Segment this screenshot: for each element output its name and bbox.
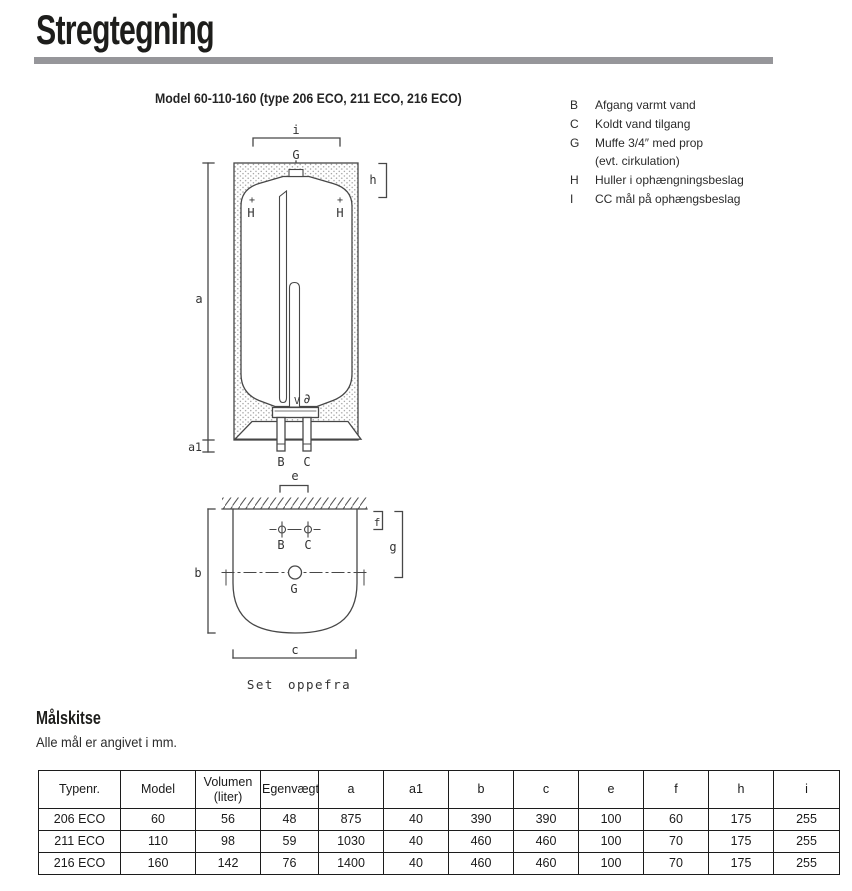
cell: 390: [514, 809, 579, 831]
front-flange: [273, 408, 319, 418]
cell: 59: [261, 831, 319, 853]
legend-text: CC mål på ophængsbeslag: [595, 191, 741, 206]
cell: 875: [319, 809, 384, 831]
cell: 100: [579, 809, 644, 831]
col-header: i: [774, 771, 840, 809]
front-base: [235, 422, 361, 440]
col-header: Model: [121, 771, 196, 809]
cell: 98: [196, 831, 261, 853]
front-dim-a1-label: a1: [188, 440, 202, 454]
legend-text: (evt. cirkulation): [595, 154, 680, 169]
cell: 460: [514, 831, 579, 853]
cell: 1400: [319, 853, 384, 875]
front-mark-partial: ∂: [303, 392, 311, 407]
cell: 60: [644, 809, 709, 831]
cell: 100: [579, 853, 644, 875]
top-dim-c-label: c: [291, 643, 299, 657]
col-header: e: [579, 771, 644, 809]
front-dim-h-label: h: [369, 173, 377, 187]
cell: 255: [774, 809, 840, 831]
table-header-row: [39, 771, 840, 809]
legend-key: H: [570, 173, 579, 188]
cell-typenr: 216 ECO: [39, 853, 121, 875]
cell: 160: [121, 853, 196, 875]
top-dim-f-label: f: [373, 516, 381, 529]
page-title: Stregtegning: [36, 6, 214, 53]
cell: 70: [644, 853, 709, 875]
cell: 460: [449, 853, 514, 875]
top-port-g-label: G: [290, 582, 298, 596]
cell: 40: [384, 853, 449, 875]
top-dim-e-label: e: [291, 469, 299, 483]
front-pipe-c: [303, 418, 311, 452]
top-pipe-c-label: C: [304, 538, 312, 552]
legend-key: I: [570, 191, 574, 206]
cell: 175: [709, 809, 774, 831]
top-dim-g-label: g: [389, 540, 397, 554]
cell: 40: [384, 831, 449, 853]
col-header: f: [644, 771, 709, 809]
cell: 70: [644, 831, 709, 853]
front-heating-element: [280, 191, 287, 403]
front-dim-h-bracket: [379, 164, 387, 198]
cell-typenr: 206 ECO: [39, 809, 121, 831]
cell: 390: [449, 809, 514, 831]
dimensions-table: [38, 770, 840, 875]
cell: 460: [449, 831, 514, 853]
table-row: [39, 853, 840, 875]
cell: 110: [121, 831, 196, 853]
table-row: [39, 809, 840, 831]
cell: 60: [121, 809, 196, 831]
cell: 460: [514, 853, 579, 875]
col-header: Volumen (liter): [196, 771, 261, 809]
top-wall-hatch: [222, 498, 367, 509]
cell: 142: [196, 853, 261, 875]
front-dim-a-label: a: [195, 292, 203, 306]
top-dim-e-bracket: [280, 486, 308, 493]
front-muffe: [289, 170, 303, 177]
front-pipe-b-label: B: [277, 455, 285, 469]
legend-key: B: [570, 98, 579, 112]
cell: 100: [579, 831, 644, 853]
legend-text: Muffe 3/4″ med prop: [595, 135, 704, 150]
front-pipe-b: [277, 418, 285, 452]
section-note: Alle mål er angivet i mm.: [36, 734, 178, 750]
front-port-g-label: G: [292, 148, 300, 162]
top-pipe-b-label: B: [277, 538, 285, 552]
front-hole-plus-right: +: [336, 195, 344, 206]
front-sensor-tube: [290, 283, 300, 408]
legend-key: G: [570, 135, 580, 150]
front-hole-h-right: H: [336, 206, 344, 220]
col-header: a1: [384, 771, 449, 809]
top-port-g-circle: [289, 566, 302, 579]
cell: 76: [261, 853, 319, 875]
front-hole-h-left: H: [247, 206, 255, 220]
legend-text: Koldt vand tilgang: [595, 116, 691, 131]
section-heading: Målskitse: [36, 708, 101, 728]
cell: 175: [709, 831, 774, 853]
table-row: [39, 831, 840, 853]
top-view-caption: Set oppefra: [246, 677, 352, 692]
cell: 1030: [319, 831, 384, 853]
cell: 255: [774, 831, 840, 853]
col-header: a: [319, 771, 384, 809]
legend-text: Huller i ophængningsbeslag: [595, 173, 744, 188]
cell: 255: [774, 853, 840, 875]
col-header: c: [514, 771, 579, 809]
col-header: Egenvægt: [261, 771, 319, 809]
col-header: h: [709, 771, 774, 809]
col-header: b: [449, 771, 514, 809]
legend-key: C: [570, 116, 579, 131]
top-dim-b-label: b: [194, 566, 202, 580]
cell: 40: [384, 809, 449, 831]
drawing-title: Model 60-110-160 (type 206 ECO, 211 ECO, 216 ECO): [155, 90, 462, 106]
cell: 56: [196, 809, 261, 831]
front-dim-i-bracket: [253, 138, 340, 146]
cell: 175: [709, 853, 774, 875]
legend-text: Afgang varmt vand: [595, 98, 696, 112]
cell-typenr: 211 ECO: [39, 831, 121, 853]
front-hole-plus-left: +: [248, 195, 256, 206]
col-header: Typenr.: [39, 771, 121, 809]
front-dim-i-label: i: [292, 123, 300, 137]
front-mark-v: V: [293, 396, 301, 407]
cell: 48: [261, 809, 319, 831]
front-pipe-c-label: C: [303, 455, 311, 469]
